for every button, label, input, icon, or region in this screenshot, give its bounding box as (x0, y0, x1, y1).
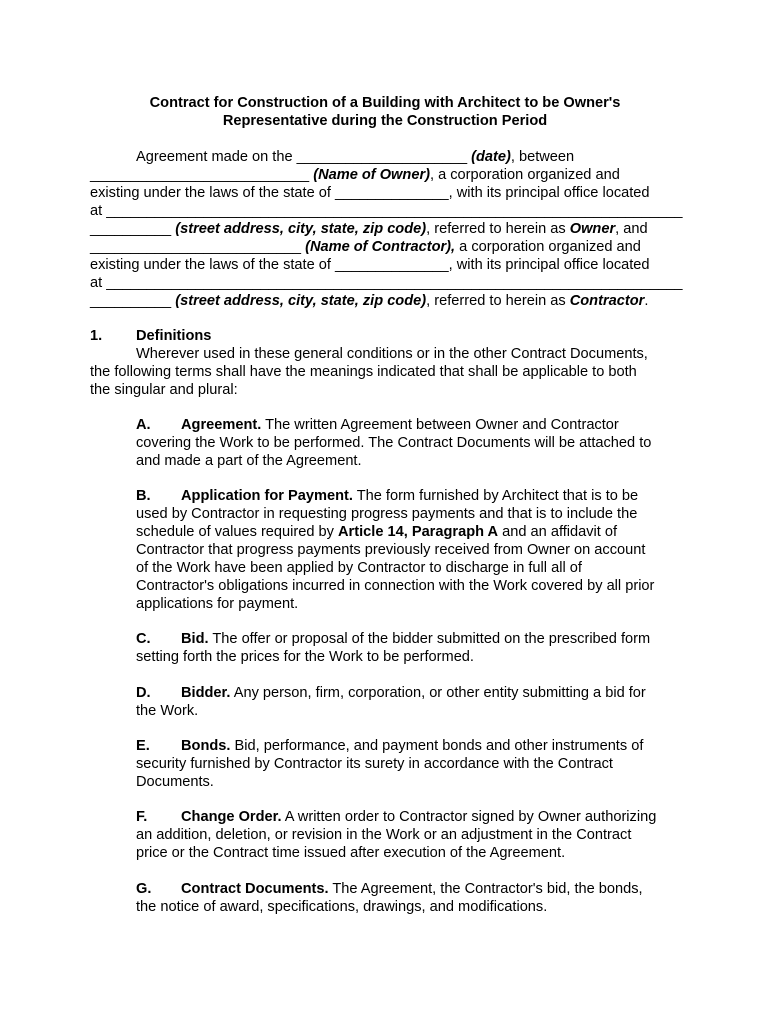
definition-line: Contractor's obligations incurred in connection with the Work covered by all prior (136, 578, 655, 594)
section-intro-line: Wherever used in these general conditions or in the other Contract Documents, (136, 346, 648, 362)
document-title-line-2: Representative during the Construction Period (222, 113, 548, 129)
section-number: 1. (90, 328, 103, 344)
definition-term: Change Order. (181, 809, 282, 825)
preamble-line (90, 292, 648, 310)
blank: __________ (90, 293, 172, 309)
definition-term: Agreement. (181, 417, 262, 433)
owner-term: Owner (569, 221, 616, 237)
text: , between (510, 149, 575, 165)
preamble-line: at _______________________________________________________________________ (90, 203, 683, 219)
definition-letter: G. (136, 881, 152, 897)
definition-term: Application for Payment. (181, 488, 353, 504)
definition-line: and made a part of the Agreement. (136, 453, 362, 469)
definition-term: Contract Documents. (181, 881, 329, 897)
text: , a corporation organized and (429, 167, 620, 183)
section-heading: Definitions (136, 328, 212, 344)
owner-address-label: (street address, city, state, zip code) (175, 221, 427, 237)
article-reference: Article 14, Paragraph A (338, 524, 499, 540)
definition-line (136, 880, 643, 898)
definition-line: covering the Work to be performed. The Contract Documents will be attached to (136, 435, 652, 451)
text: Any person, firm, corporation, or other entity submitting a bid for (230, 685, 646, 701)
preamble-line (136, 148, 574, 166)
contractor-name-label: (Name of Contractor), (305, 239, 456, 255)
blank: __________ (90, 221, 172, 237)
contractor-address-label: (street address, city, state, zip code) (175, 293, 427, 309)
definition-line: setting forth the prices for the Work to be performed. (136, 649, 474, 665)
definition-letter: A. (136, 417, 151, 433)
text: , referred to herein as (426, 221, 566, 237)
text: a corporation organized and (455, 239, 641, 255)
preamble-line: at _______________________________________________________________________ (90, 275, 683, 291)
text: schedule of values required by (136, 524, 339, 540)
text: Bid, performance, and payment bonds and other instruments of (230, 738, 644, 754)
definition-line: price or the Contract time issued after execution of the Agreement. (136, 845, 566, 861)
definition-line: Contractor that progress payments previously received from Owner on account (136, 542, 646, 558)
definition-line: an addition, deletion, or revision in the Work or an adjustment in the Contract (136, 827, 632, 843)
definition-letter: B. (136, 488, 151, 504)
definition-line: the notice of award, specifications, drawings, and modifications. (136, 899, 548, 915)
definition-letter: E. (136, 738, 150, 754)
preamble-line: existing under the laws of the state of ______________, with its principal office located (90, 257, 650, 273)
definition-line: used by Contractor in requesting progress payments and that is to include the (136, 506, 638, 522)
definition-line (136, 684, 646, 702)
text: The Agreement, the Contractor's bid, the bonds, (328, 881, 643, 897)
definition-term: Bidder. (181, 685, 231, 701)
definition-line: applications for payment. (136, 596, 299, 612)
definition-letter: F. (136, 809, 148, 825)
definition-letter: C. (136, 631, 151, 647)
document-title-line-1: Contract for Construction of a Building with Architect to be Owner's (149, 95, 621, 111)
definition-line (136, 416, 619, 434)
date-blank: Agreement made on the _____________________ (136, 149, 468, 165)
text: The form furnished by Architect that is to be (352, 488, 639, 504)
preamble-line: existing under the laws of the state of ______________, with its principal office located (90, 185, 650, 201)
definition-line: the Work. (136, 703, 199, 719)
definition-term: Bonds. (181, 738, 231, 754)
definition-line (136, 808, 656, 826)
text: and an affidavit of (498, 524, 618, 540)
definition-line (136, 630, 650, 648)
date-label: (date) (471, 149, 511, 165)
text: , referred to herein as (426, 293, 566, 309)
text: The offer or proposal of the bidder submitted on the prescribed form (208, 631, 651, 647)
text: . (644, 293, 649, 309)
definition-line (136, 737, 643, 755)
contractor-name-blank: __________________________ (90, 239, 302, 255)
definition-line: Documents. (136, 774, 214, 790)
preamble-line (90, 166, 620, 184)
definition-line: of the Work have been applied by Contractor to discharge in full all of (136, 560, 582, 576)
definition-line (136, 523, 617, 541)
definition-letter: D. (136, 685, 151, 701)
text: A written order to Contractor signed by Owner authorizing (281, 809, 657, 825)
owner-name-label: (Name of Owner) (313, 167, 430, 183)
definition-line: security furnished by Contractor its surety in accordance with the Contract (136, 756, 613, 772)
definition-term: Bid. (181, 631, 209, 647)
contractor-term: Contractor (569, 293, 645, 309)
section-intro-line: the singular and plural: (90, 382, 238, 398)
text: The written Agreement between Owner and Contractor (261, 417, 619, 433)
preamble-line (90, 238, 641, 256)
section-intro-line: the following terms shall have the meanings indicated that shall be applicable to both (90, 364, 637, 380)
definition-line (136, 487, 638, 505)
preamble-line (90, 220, 648, 238)
owner-name-blank: ___________________________ (90, 167, 310, 183)
text: , and (615, 221, 648, 237)
